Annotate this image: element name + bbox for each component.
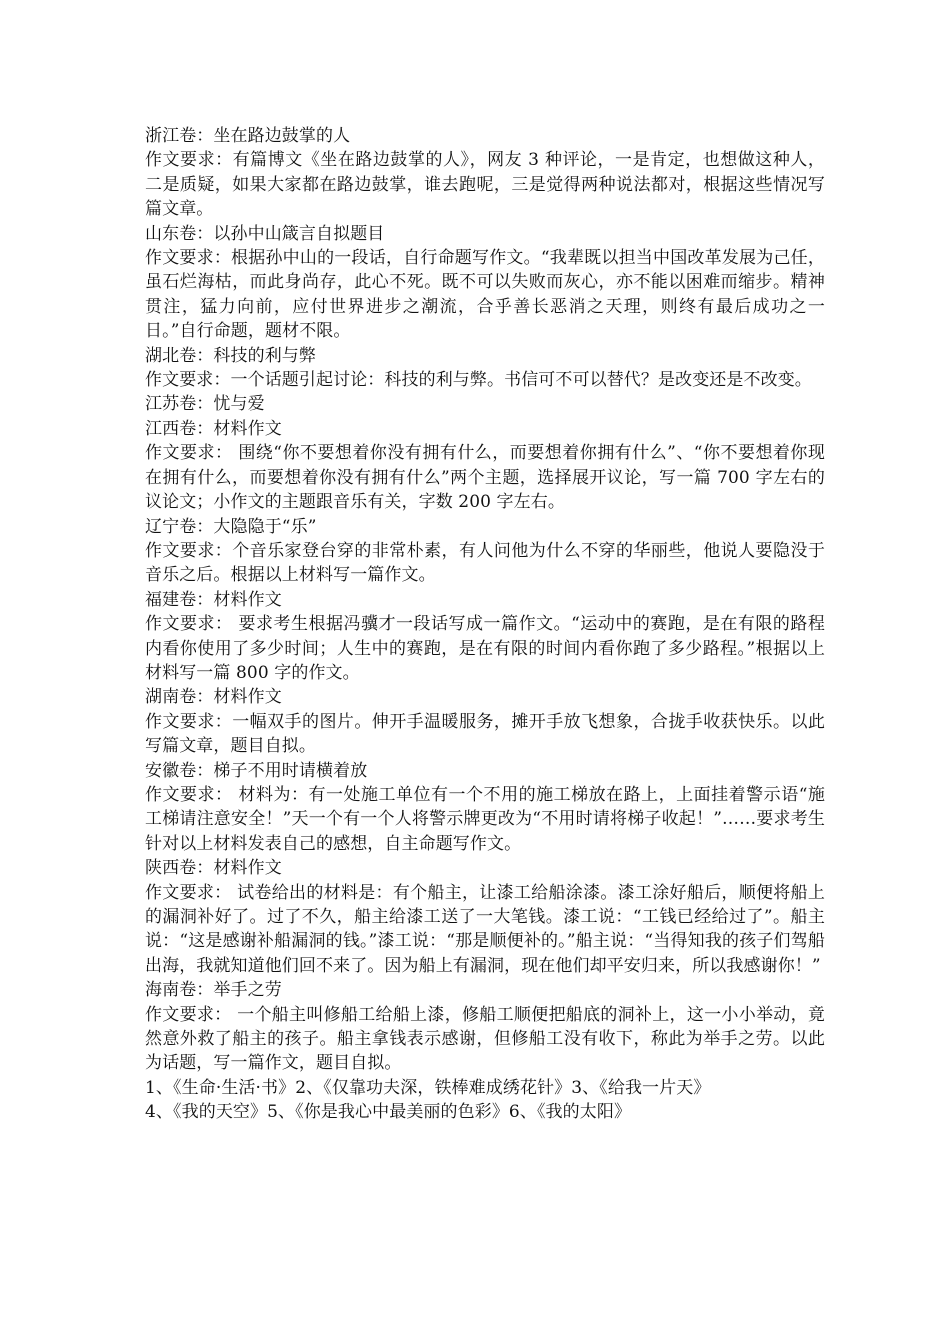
requirement-shaanxi: 作文要求： 试卷给出的材料是：有个船主，让漆工给船涂漆。漆工涂好船后，顺便将船上的漏洞补好了。过了不久，船主给漆工送了一大笔钱。漆工说：“工钱已经给过了”。船主说：“这是感谢补船漏洞的钱。”漆工说：“那是顺便补的。”船主说：“当得知我的孩子们驾船出海，我就知道他们回不来了。因为船上有漏洞，现在他们却平安归来，所以我感谢你！”	[145, 882, 825, 976]
heading-hubei: 湖北卷：科技的利与弊	[145, 345, 316, 366]
requirement-hubei: 作文要求：一个话题引起讨论：科技的利与弊。书信可不可以替代？是改变还是不改变。	[145, 370, 812, 391]
requirement-hunan: 作文要求：一幅双手的图片。伸开手温暖服务，摊开手放飞想象，合拢手收获快乐。以此写篇文章，题目自拟。	[145, 711, 825, 757]
requirement-hainan: 作文要求： 一个船主叫修船工给船上漆，修船工顺便把船底的洞补上，这一小小举动，竟然意外救了船主的孩子。船主拿钱表示感谢，但修船工没有收下，称此为举手之劳。以此为话题，写一篇作文，题目自拟。	[145, 1004, 825, 1074]
title-list-2: 4、《我的天空》5、《你是我心中最美丽的色彩》6、《我的太阳》	[145, 1102, 632, 1123]
requirement-fujian: 作文要求： 要求考生根据冯骥才一段话写成一篇作文。“运动中的赛跑，是在有限的路程内看你使用了多少时间；人生中的赛跑，是在有限的时间内看你跑了多少路程。”根据以上材料写一篇 800 字的作文。	[145, 614, 825, 683]
requirement-zhejiang: 作文要求：有篇博文《坐在路边鼓掌的人》，网友 3 种评论，一是肯定，也想做这种人，二是质疑，如果大家都在路边鼓掌，谁去跑呢，三是觉得两种说法都对，根据这些情况写篇文章。	[145, 150, 825, 220]
heading-liaoning: 辽宁卷：大隐隐于“乐”	[145, 516, 317, 537]
heading-fujian: 福建卷：材料作文	[145, 589, 282, 610]
requirement-liaoning: 作文要求：个音乐家登台穿的非常朴素，有人问他为什么不穿的华丽些，他说人要隐没于音乐之后。根据以上材料写一篇作文。	[145, 540, 825, 586]
heading-hunan: 湖南卷：材料作文	[145, 687, 282, 708]
requirement-anhui: 作文要求： 材料为：有一处施工单位有一个不用的施工梯放在路上，上面挂着警示语“施工梯请注意安全！”天一个有一个人将警示牌更改为“不用时请将梯子收起！”……要求考生针对以上材料发表自己的感想，自主命题写作文。	[145, 784, 825, 854]
heading-jiangsu: 江苏卷：忧与爱	[145, 394, 265, 415]
heading-shaanxi: 陕西卷：材料作文	[145, 858, 282, 879]
title-list-1: 1、《生命·生活·书》2、《仅靠功夫深，铁棒难成绣花针》3、《给我一片天》	[145, 1077, 711, 1098]
heading-zhejiang: 浙江卷：坐在路边鼓掌的人	[145, 126, 351, 146]
heading-anhui: 安徽卷：梯子不用时请横着放	[145, 760, 368, 781]
heading-shandong: 山东卷：以孙中山箴言自拟题目	[145, 223, 385, 244]
heading-hainan: 海南卷：举手之劳	[145, 980, 282, 1001]
requirement-jiangxi: 作文要求： 围绕“你不要想着你没有拥有什么，而要想着你拥有什么”、“你不要想着你现在拥有什么，而要想着你没有拥有什么”两个主题，选择展开议论，写一篇 700 字左右的议论文；小作文的主题跟音乐有关，字数 200 字左右。	[145, 443, 825, 513]
document-page	[145, 124, 825, 1125]
requirement-shandong: 作文要求：根据孙中山的一段话，自行命题写作文。“我辈既以担当中国改革发展为己任，虽石烂海枯，而此身尚存，此心不死。既不可以失败而灰心，亦不能以困难而缩步。精神贯注，猛力向前，应付世界进步之潮流，合乎善长恶消之天理，则终有最后成功之一日。”自行命题，题材不限。	[145, 248, 825, 342]
heading-jiangxi: 江西卷：材料作文	[145, 418, 282, 439]
